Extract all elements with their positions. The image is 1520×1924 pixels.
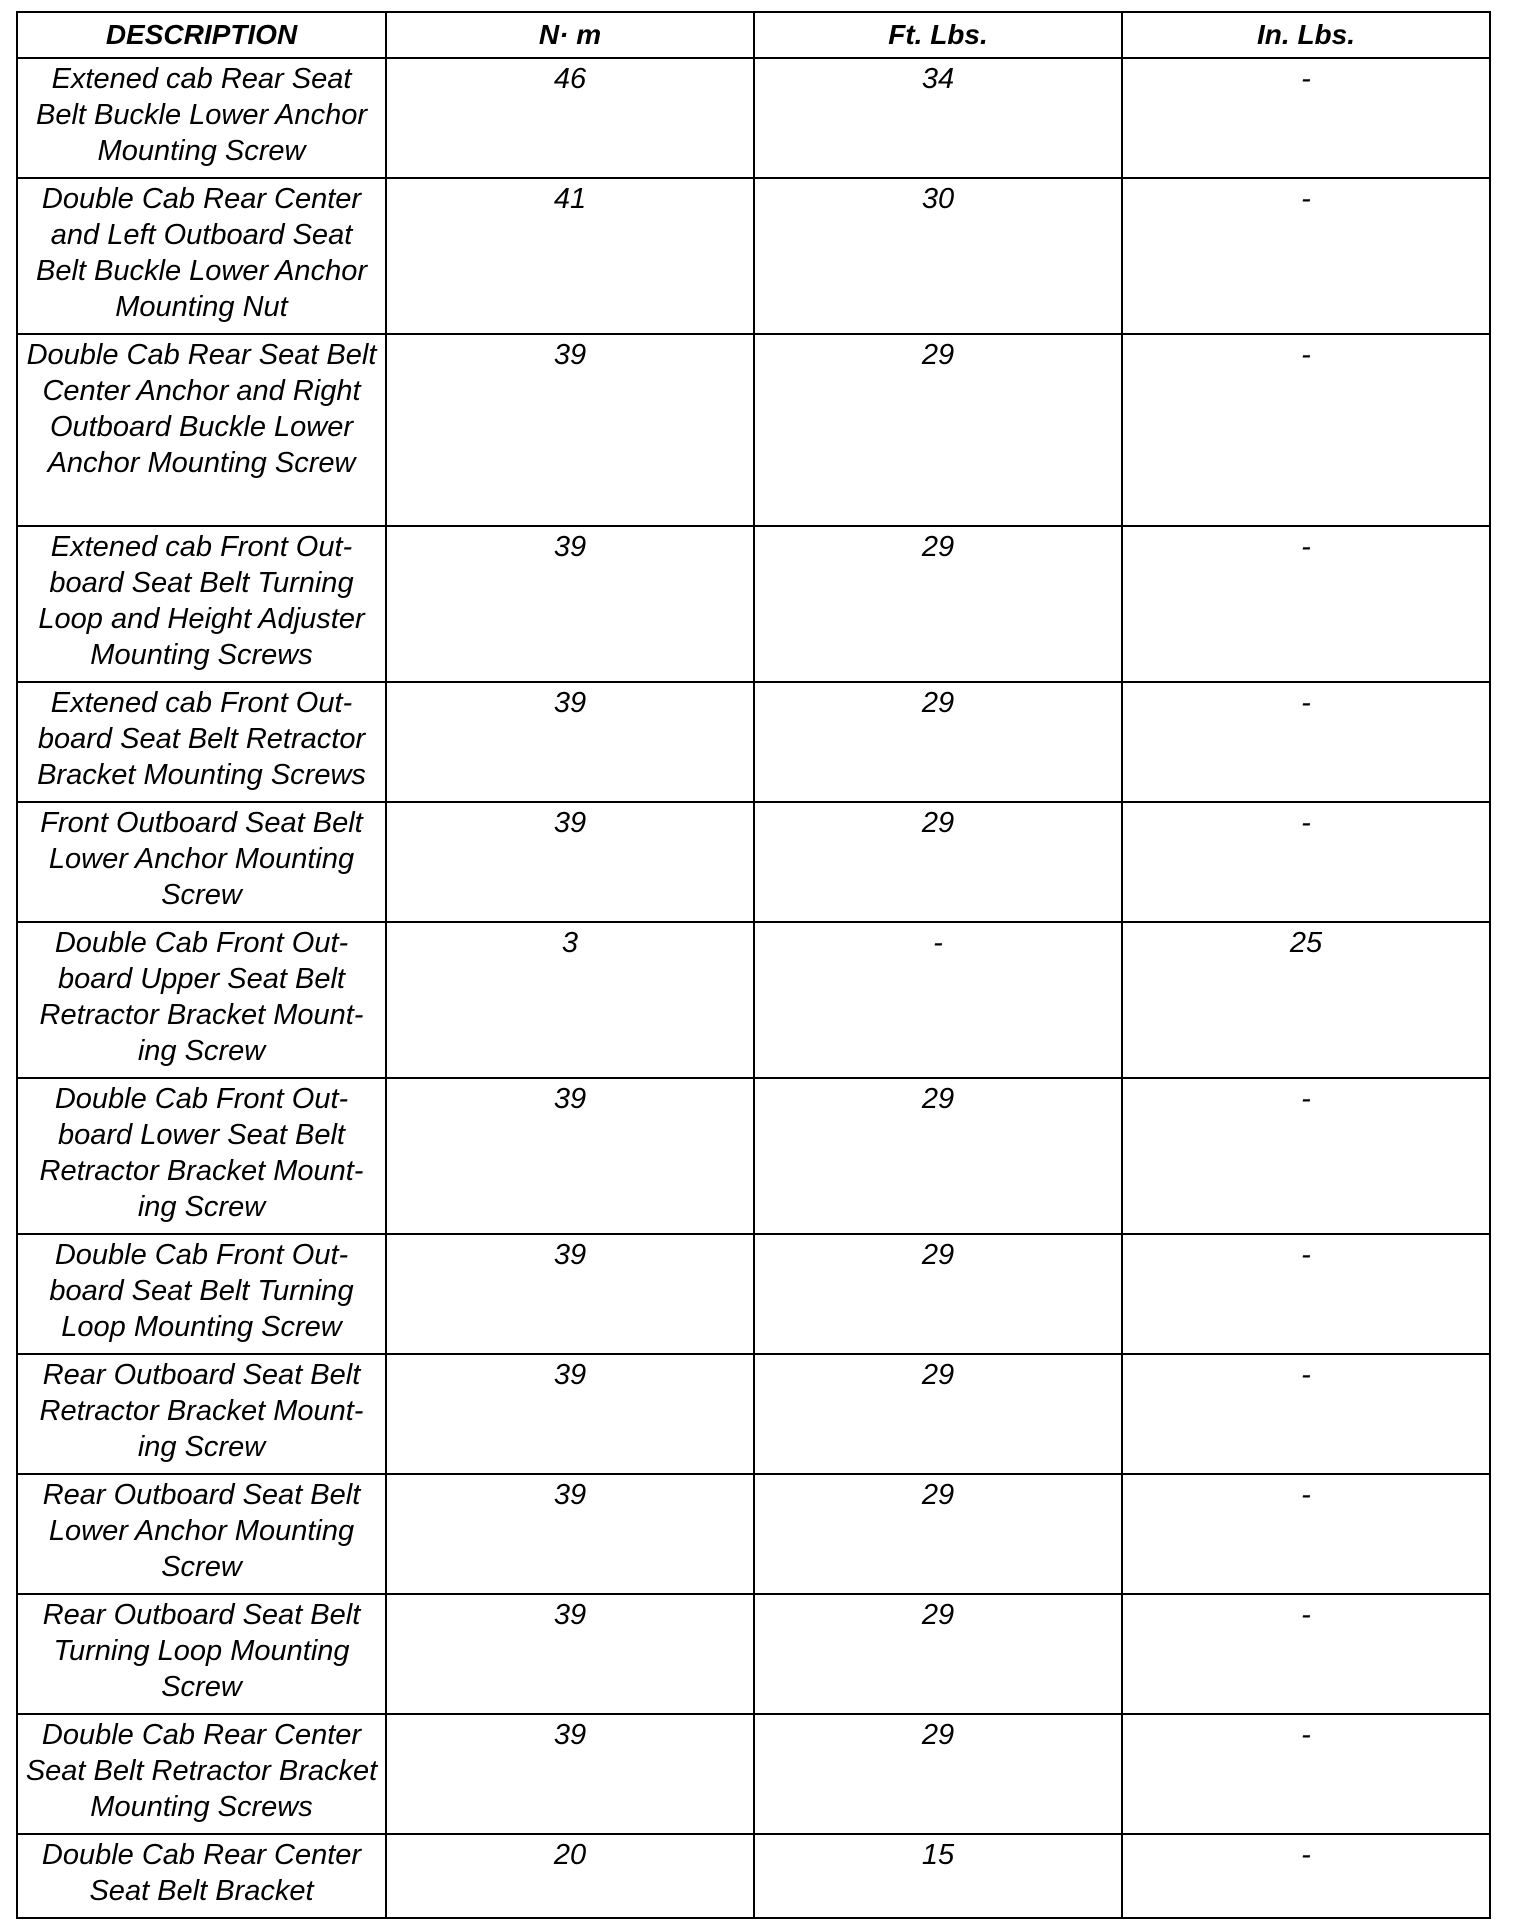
table-row [17, 526, 1490, 682]
cell-in-lbs: - [1122, 58, 1490, 178]
cell-nm: 46 [386, 58, 754, 178]
cell-ft-lbs: 29 [754, 526, 1122, 682]
cell-in-lbs: - [1122, 178, 1490, 334]
header-description: DESCRIPTION [17, 12, 386, 58]
cell-description: Extened cab Front Out-board Seat Belt Turning Loop and Height Adjuster Mounting Screws [17, 526, 386, 682]
cell-in-lbs: - [1122, 1834, 1490, 1918]
cell-in-lbs: - [1122, 1234, 1490, 1354]
cell-description: Double Cab Rear Center and Left Outboard Seat Belt Buckle Lower Anchor Mounting Nut [17, 178, 386, 334]
table-row [17, 1594, 1490, 1714]
table-row [17, 1474, 1490, 1594]
cell-ft-lbs: 29 [754, 1714, 1122, 1834]
table-row [17, 1078, 1490, 1234]
header-row [17, 12, 1490, 58]
cell-in-lbs: - [1122, 1714, 1490, 1834]
cell-description: Double Cab Front Out-board Upper Seat Belt Retractor Bracket Mount-ing Screw [17, 922, 386, 1078]
cell-description: Rear Outboard Seat Belt Turning Loop Mounting Screw [17, 1594, 386, 1714]
cell-description: Rear Outboard Seat Belt Retractor Bracket Mount-ing Screw [17, 1354, 386, 1474]
cell-ft-lbs: 29 [754, 1354, 1122, 1474]
cell-nm: 39 [386, 1714, 754, 1834]
cell-nm: 39 [386, 682, 754, 802]
cell-nm: 39 [386, 1474, 754, 1594]
cell-ft-lbs: 29 [754, 334, 1122, 526]
cell-description: Double Cab Rear Center Seat Belt Bracket [17, 1834, 386, 1918]
cell-ft-lbs: 34 [754, 58, 1122, 178]
table-row [17, 58, 1490, 178]
cell-description: Double Cab Rear Center Seat Belt Retractor Bracket Mounting Screws [17, 1714, 386, 1834]
cell-ft-lbs: 30 [754, 178, 1122, 334]
cell-description: Double Cab Front Out-board Lower Seat Belt Retractor Bracket Mount-ing Screw [17, 1078, 386, 1234]
header-foot-pounds: Ft. Lbs. [754, 12, 1122, 58]
cell-in-lbs: 25 [1122, 922, 1490, 1078]
cell-nm: 41 [386, 178, 754, 334]
cell-ft-lbs: - [754, 922, 1122, 1078]
table-row [17, 1714, 1490, 1834]
table-row [17, 1234, 1490, 1354]
cell-nm: 39 [386, 334, 754, 526]
cell-nm: 39 [386, 1234, 754, 1354]
table-row [17, 1354, 1490, 1474]
cell-description: Front Outboard Seat Belt Lower Anchor Mounting Screw [17, 802, 386, 922]
cell-nm: 39 [386, 1354, 754, 1474]
cell-description: Rear Outboard Seat Belt Lower Anchor Mounting Screw [17, 1474, 386, 1594]
table-row [17, 178, 1490, 334]
cell-in-lbs: - [1122, 1594, 1490, 1714]
table-row [17, 922, 1490, 1078]
cell-nm: 39 [386, 802, 754, 922]
cell-ft-lbs: 29 [754, 1234, 1122, 1354]
cell-in-lbs: - [1122, 802, 1490, 922]
table-row [17, 682, 1490, 802]
cell-in-lbs: - [1122, 1354, 1490, 1474]
cell-in-lbs: - [1122, 682, 1490, 802]
cell-in-lbs: - [1122, 334, 1490, 526]
table-row [17, 1834, 1490, 1918]
cell-description: Double Cab Front Out-board Seat Belt Turning Loop Mounting Screw [17, 1234, 386, 1354]
cell-nm: 39 [386, 1594, 754, 1714]
table-row [17, 802, 1490, 922]
cell-description: Double Cab Rear Seat Belt Center Anchor and Right Outboard Buckle Lower Anchor Mounting Screw [17, 334, 386, 526]
cell-ft-lbs: 29 [754, 1594, 1122, 1714]
cell-nm: 39 [386, 526, 754, 682]
cell-nm: 3 [386, 922, 754, 1078]
torque-spec-table [16, 11, 1491, 1919]
cell-in-lbs: - [1122, 1078, 1490, 1234]
cell-nm: 20 [386, 1834, 754, 1918]
cell-ft-lbs: 29 [754, 1078, 1122, 1234]
cell-ft-lbs: 15 [754, 1834, 1122, 1918]
cell-description: Extened cab Front Out-board Seat Belt Retractor Bracket Mounting Screws [17, 682, 386, 802]
cell-description: Extened cab Rear Seat Belt Buckle Lower Anchor Mounting Screw [17, 58, 386, 178]
header-newton-meters: N· m [386, 12, 754, 58]
cell-nm: 39 [386, 1078, 754, 1234]
cell-in-lbs: - [1122, 1474, 1490, 1594]
cell-ft-lbs: 29 [754, 1474, 1122, 1594]
cell-ft-lbs: 29 [754, 802, 1122, 922]
table-row [17, 334, 1490, 526]
header-inch-pounds: In. Lbs. [1122, 12, 1490, 58]
cell-ft-lbs: 29 [754, 682, 1122, 802]
cell-in-lbs: - [1122, 526, 1490, 682]
